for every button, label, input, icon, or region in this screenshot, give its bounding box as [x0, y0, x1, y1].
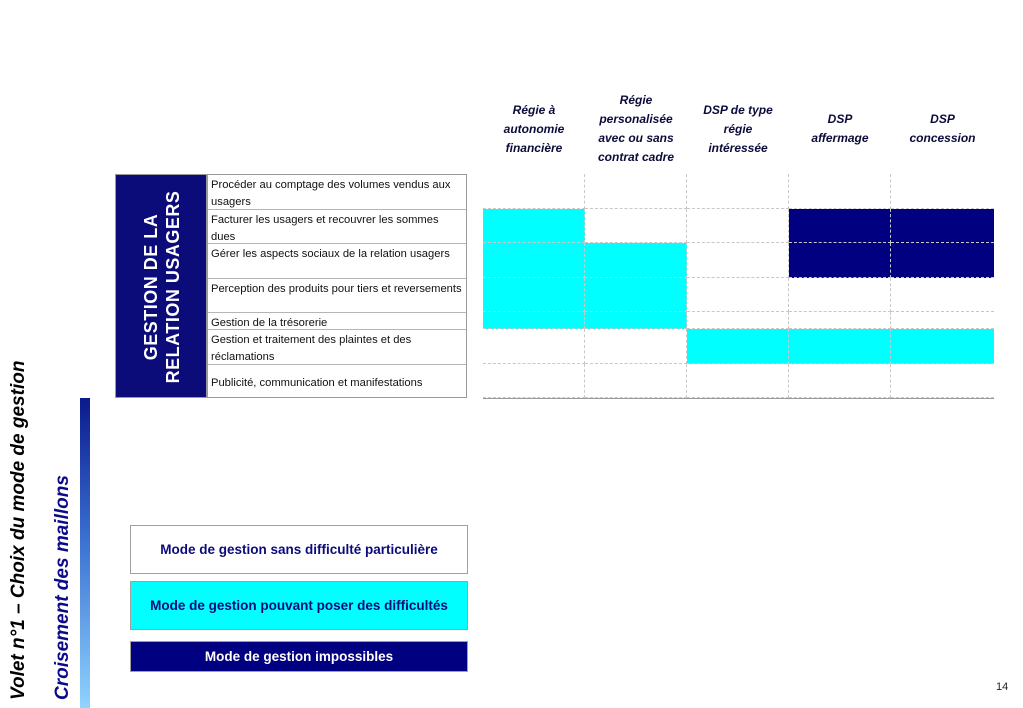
matrix-cell: [585, 364, 687, 398]
legend-no-difficulty: Mode de gestion sans difficulté particulière: [130, 525, 468, 574]
matrix-cell: [687, 243, 789, 278]
matrix-cell: [585, 312, 687, 329]
row-label: Gestion et traitement des plaintes et des réclamations: [208, 330, 466, 365]
row-label: Facturer les usagers et recouvrer les sommes dues: [208, 210, 466, 244]
matrix-cell: [585, 209, 687, 243]
matrix-cell: [891, 243, 994, 278]
row-label: Gestion de la trésorerie: [208, 313, 466, 330]
matrix-cell: [891, 278, 994, 312]
row-labels: [207, 174, 467, 398]
matrix-cell: [789, 174, 891, 209]
page-number: 14: [996, 681, 1009, 693]
compatibility-matrix: [483, 174, 994, 399]
matrix-cell: [789, 278, 891, 312]
column-header: DSP concession: [909, 112, 976, 145]
matrix-cell: [891, 209, 994, 243]
matrix-cell: [585, 174, 687, 209]
matrix-cell: [483, 312, 585, 329]
legend-possible-difficulty: Mode de gestion pouvant poser des difficultés: [130, 581, 468, 630]
row-label: Gérer les aspects sociaux de la relation usagers: [208, 244, 466, 279]
matrix-cell: [483, 174, 585, 209]
matrix-cell: [483, 278, 585, 312]
slide-title: Volet n°1 – Choix du mode de gestion: [8, 360, 29, 700]
matrix-cell: [687, 329, 789, 364]
column-header: Régie à autonomie financière: [503, 102, 565, 155]
column-header: DSP de type régie intéressée: [703, 102, 773, 155]
matrix-cell: [687, 278, 789, 312]
matrix-cell: [891, 174, 994, 209]
decorative-gradient-bar: [80, 398, 90, 708]
matrix-cell: [891, 364, 994, 398]
matrix-cell: [891, 312, 994, 329]
matrix-cell: [789, 312, 891, 329]
row-label: Publicité, communication et manifestations: [211, 376, 423, 389]
matrix-cell: [585, 329, 687, 364]
row-label: Procéder au comptage des volumes vendus aux usagers: [208, 175, 466, 210]
matrix-cell: [483, 329, 585, 364]
matrix-cell: [483, 243, 585, 278]
row-label: Perception des produits pour tiers et reversements: [208, 279, 466, 313]
matrix-cell: [789, 329, 891, 364]
matrix-cell: [789, 243, 891, 278]
matrix-cell: [789, 364, 891, 398]
matrix-cell: [891, 329, 994, 364]
matrix-cell: [687, 364, 789, 398]
column-header: DSP affermage: [811, 112, 869, 145]
matrix-cell: [585, 278, 687, 312]
column-header: Régie personalisée avec ou sans contrat cadre: [597, 93, 675, 164]
matrix-cell: [585, 243, 687, 278]
group-label-box: [115, 174, 207, 398]
matrix-cell: [687, 174, 789, 209]
matrix-cell: [789, 209, 891, 243]
legend-impossible: Mode de gestion impossibles: [130, 641, 468, 672]
group-label: GESTION DE LA RELATION USAGERS: [141, 190, 183, 384]
matrix-cell: [483, 209, 585, 243]
matrix-cell: [687, 312, 789, 329]
matrix-cell: [483, 364, 585, 398]
slide-subtitle: Croisement des maillons: [52, 475, 73, 700]
matrix-cell: [687, 209, 789, 243]
